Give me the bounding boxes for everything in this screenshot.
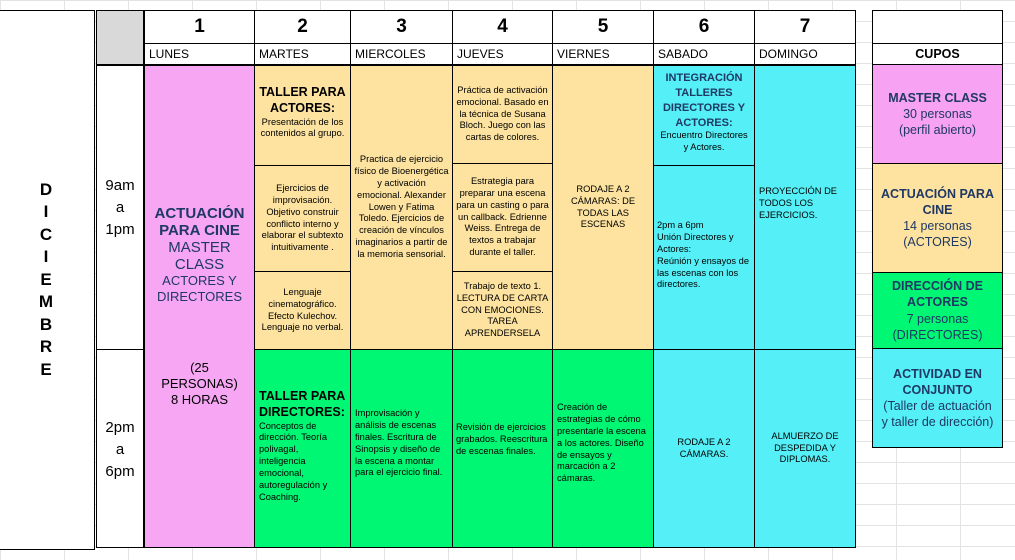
month-letter: E (40, 269, 52, 289)
day-name: LUNES (144, 43, 255, 65)
saturday-am2: 2pm a 6pm Unión Directores y Actores: Reúnión y ensayos de las escenas con los directores. (653, 165, 755, 350)
tuesday-am3: Lenguaje cinematográfico. Efecto Kulechov. Lenguaje no verbal. (254, 271, 351, 350)
thursday-am3: Trabajo de texto 1. LECTURA DE CARTA CON EMOCIONES. TAREA APRENDERSELA (452, 271, 553, 350)
thursday-pm: Revisión de ejercicios grabados. Reescritura de escenas finales. (452, 349, 553, 548)
cupos-item: ACTIVIDAD EN CONJUNTO (Taller de actuación y taller de dirección) (872, 348, 1003, 448)
thursday-am2: Estrategia para preparar una escena para un casting o para un callback. Edrienne Weiss. Entrega de textos a trabajar durante el taller. (452, 163, 553, 272)
cupos-item: ACTUACIÓN PARA CINE 14 personas (ACTORES) (872, 163, 1003, 273)
cupos-item: MASTER CLASS 30 personas (perfil abierto) (872, 64, 1003, 164)
monday-sub1: MASTER CLASS (168, 239, 231, 273)
day-number: 2 (254, 10, 351, 44)
day-number: 3 (350, 10, 453, 44)
cupos-top-cell (872, 10, 1003, 44)
saturday-am1: INTEGRACIÓN TALLERES DIRECTORES Y ACTORES: Encuentro Directores y Actores. (653, 65, 755, 166)
monday-count: (25 PERSONAS) 8 HORAS (161, 360, 238, 407)
wednesday-pm: Improvisación y análisis de escenas finales. Escritura de Sinopsis y diseño de la escena a montar para el ejercicio final. (350, 349, 453, 548)
cupos-header: CUPOS (872, 43, 1003, 65)
corner-cell (96, 10, 144, 65)
month-letter: M (38, 292, 54, 312)
wednesday-am: Practica de ejercicio físico de Bioenergética y activación emocional. Alexander Lowen y Fatima Toledo. Ejercicios de creación de vínculos imaginarios a partir de la memoria sensorial. (350, 65, 453, 350)
tuesday-pm: TALLER PARA DIRECTORES: Conceptos de dirección. Teoría polivagal, inteligencia emocional, autoregulación y Coaching. (254, 349, 351, 548)
day-number: 7 (754, 10, 856, 44)
month-letter: R (39, 337, 53, 357)
saturday-pm: RODAJE A 2 CÁMARAS. (653, 349, 755, 548)
month-letter: E (40, 359, 52, 379)
monday-block (144, 65, 255, 548)
day-name: DOMINGO (754, 43, 856, 65)
time-morning: 9am a 1pm (105, 176, 135, 238)
month-letter: I (43, 202, 49, 222)
month-letter: C (39, 224, 53, 244)
month-letter: I (43, 247, 49, 267)
day-name: SABADO (653, 43, 755, 65)
thursday-am1: Práctica de activación emocional. Basado en la técnica de Susana Bloch. Juego con las cartas de colores. (452, 65, 553, 164)
monday-sub2: ACTORES Y DIRECTORES (157, 273, 242, 304)
cupos-item: DIRECCIÓN DE ACTORES 7 personas (DIRECTORES) (872, 272, 1003, 349)
day-number: 4 (452, 10, 553, 44)
day-name: JUEVES (452, 43, 553, 65)
day-name: MARTES (254, 43, 351, 65)
monday-title: ACTUACIÓN PARA CINE (154, 205, 245, 239)
day-name: MIERCOLES (350, 43, 453, 65)
day-number: 1 (144, 10, 255, 44)
tuesday-am2: Ejercicios de improvisación. Objetivo construir conflicto interno y elaborar el subtexto intuitivamente . (254, 165, 351, 272)
month-letter: B (39, 314, 53, 334)
tuesday-am1: TALLER PARA ACTORES: Presentación de los contenidos al grupo. (254, 65, 351, 166)
day-name: VIERNES (552, 43, 654, 65)
friday-pm: Creación de estrategias de cómo presentarle la escena a los actores. Diseño de ensayos y marcación a 2 cámaras. (552, 349, 654, 548)
sunday-pm: ALMUERZO DE DESPEDIDA Y DIPLOMAS. (754, 349, 856, 548)
time-afternoon: 2pm a 6pm (105, 418, 135, 480)
day-number: 5 (552, 10, 654, 44)
day-number: 6 (653, 10, 755, 44)
friday-am: RODAJE A 2 CÁMARAS: DE TODAS LAS ESCENAS (552, 65, 654, 350)
monday-content (144, 205, 255, 305)
month-label (28, 160, 64, 400)
sunday-am: PROYECCIÓN DE TODOS LOS EJERCICIOS. (754, 65, 856, 350)
month-letter: D (39, 179, 53, 199)
